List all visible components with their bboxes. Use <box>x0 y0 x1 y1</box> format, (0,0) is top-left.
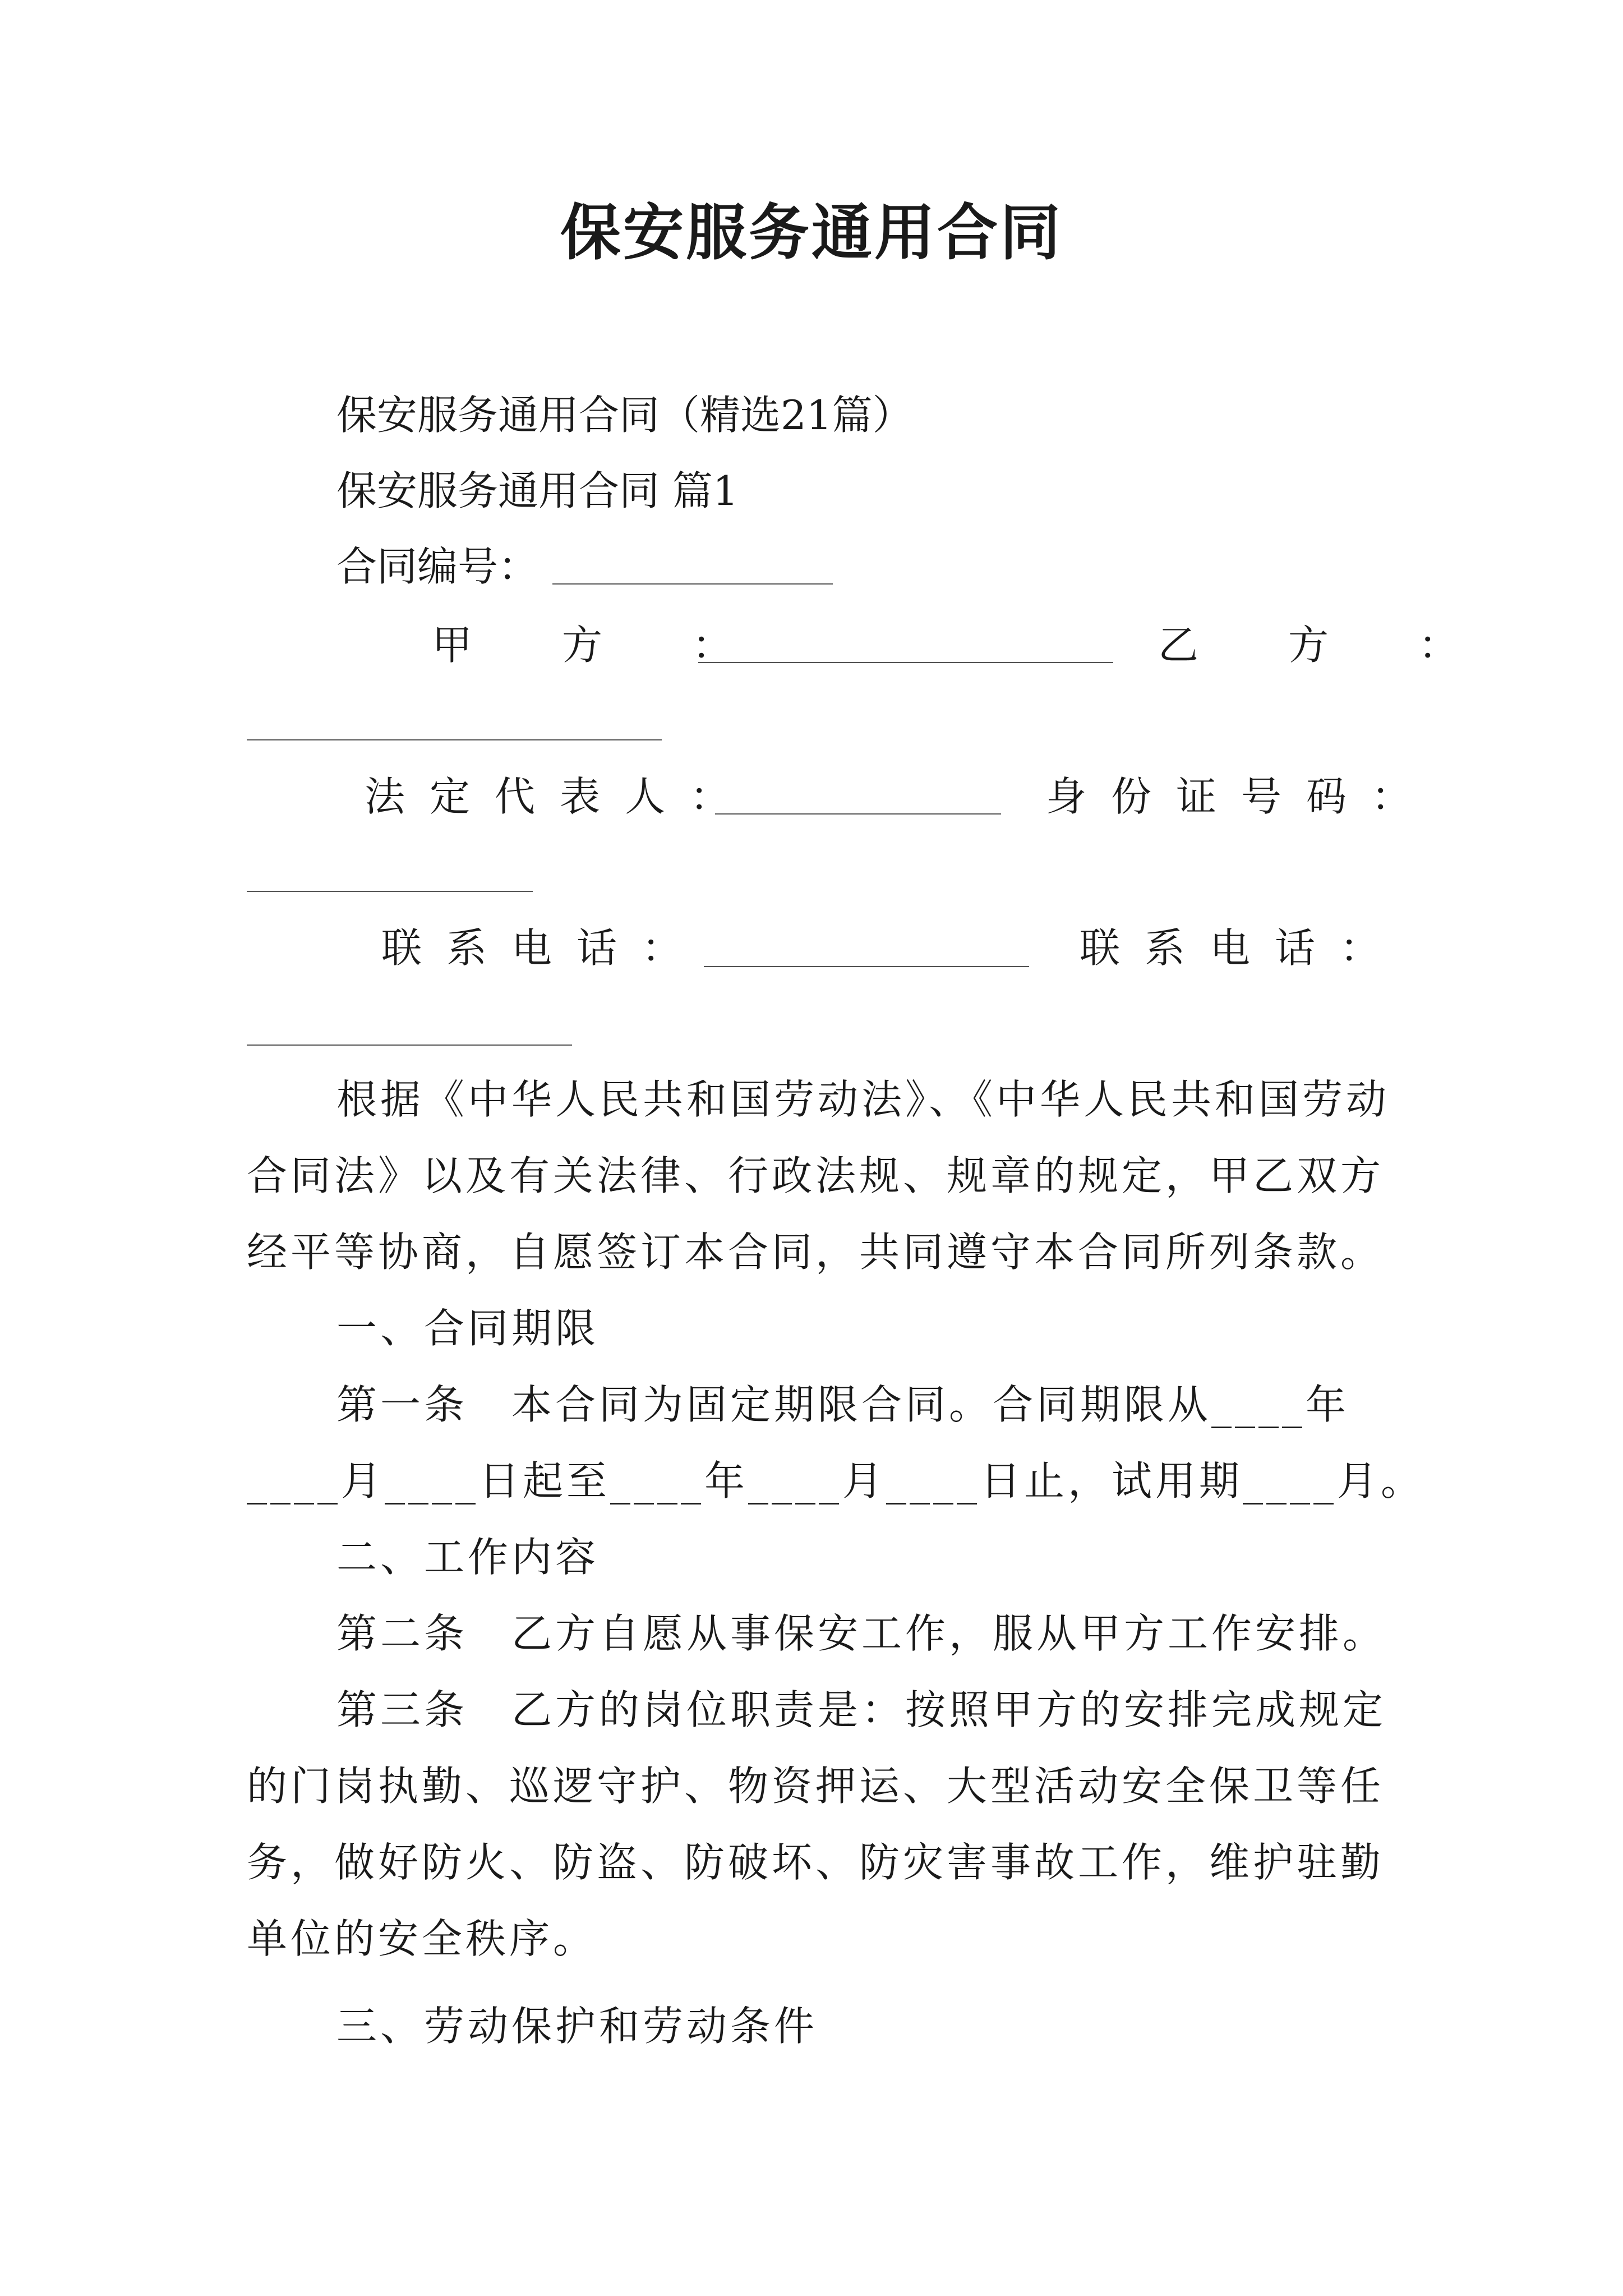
heading-labor-protection: 三、劳动保护和劳动条件 <box>336 2003 818 2050</box>
party-a-blank <box>698 662 1113 663</box>
preamble-line-2: 合同法》以及有关法律、行政法规、规章的规定，甲乙双方 <box>247 1152 1385 1199</box>
id-number-label: 身份证号码： <box>1046 773 1437 820</box>
article-3-line-4: 单位的安全秩序。 <box>247 1915 597 1962</box>
contract-no-label: 合同编号： <box>336 543 539 590</box>
article-3-line-2: 的门岗执勤、巡逻守护、物资押运、大型活动安全保卫等任 <box>247 1763 1385 1810</box>
document-subtitle: 保安服务通用合同（精选21篇） <box>336 392 913 439</box>
phone-a-blank <box>704 966 1029 967</box>
document-title: 保安服务通用合同 <box>560 197 1063 268</box>
party-b-blank <box>247 739 662 740</box>
heading-contract-term: 一、合同期限 <box>336 1305 600 1352</box>
party-b-label: 乙 方 ： <box>1158 622 1484 669</box>
phone-b-blank <box>247 1045 572 1046</box>
legal-rep-label: 法定代表人： <box>365 773 755 820</box>
phone-label-b: 联系电话： <box>1080 924 1405 972</box>
preamble-line-3: 经平等协商，自愿签订本合同，共同遵守本合同所列条款。 <box>247 1228 1385 1276</box>
article-1-line-2: ____月____日起至____年____月____日止，试用期____月。 <box>247 1457 1425 1504</box>
article-3-line-1: 第三条 乙方的岗位职责是：按照甲方的安排完成规定 <box>336 1686 1387 1733</box>
preamble-line-1: 根据《中华人民共和国劳动法》、《中华人民共和国劳动 <box>336 1076 1390 1123</box>
id-number-blank <box>247 891 533 892</box>
article-2: 第二条 乙方自愿从事保安工作，服从甲方工作安排。 <box>336 1610 1387 1657</box>
phone-label-a: 联系电话： <box>381 924 707 972</box>
article-1-line-1: 第一条 本合同为固定期限合同。合同期限从____年 <box>336 1381 1350 1428</box>
article-3-line-3: 务，做好防火、防盗、防破坏、防灾害事故工作，维护驻勤 <box>247 1839 1385 1886</box>
contract-no-blank <box>552 583 833 585</box>
party-a-label: 甲 方 ： <box>432 622 758 669</box>
legal-rep-blank <box>715 813 1001 815</box>
heading-work-content: 二、工作内容 <box>336 1534 600 1581</box>
section-heading: 保安服务通用合同 篇1 <box>336 467 739 514</box>
